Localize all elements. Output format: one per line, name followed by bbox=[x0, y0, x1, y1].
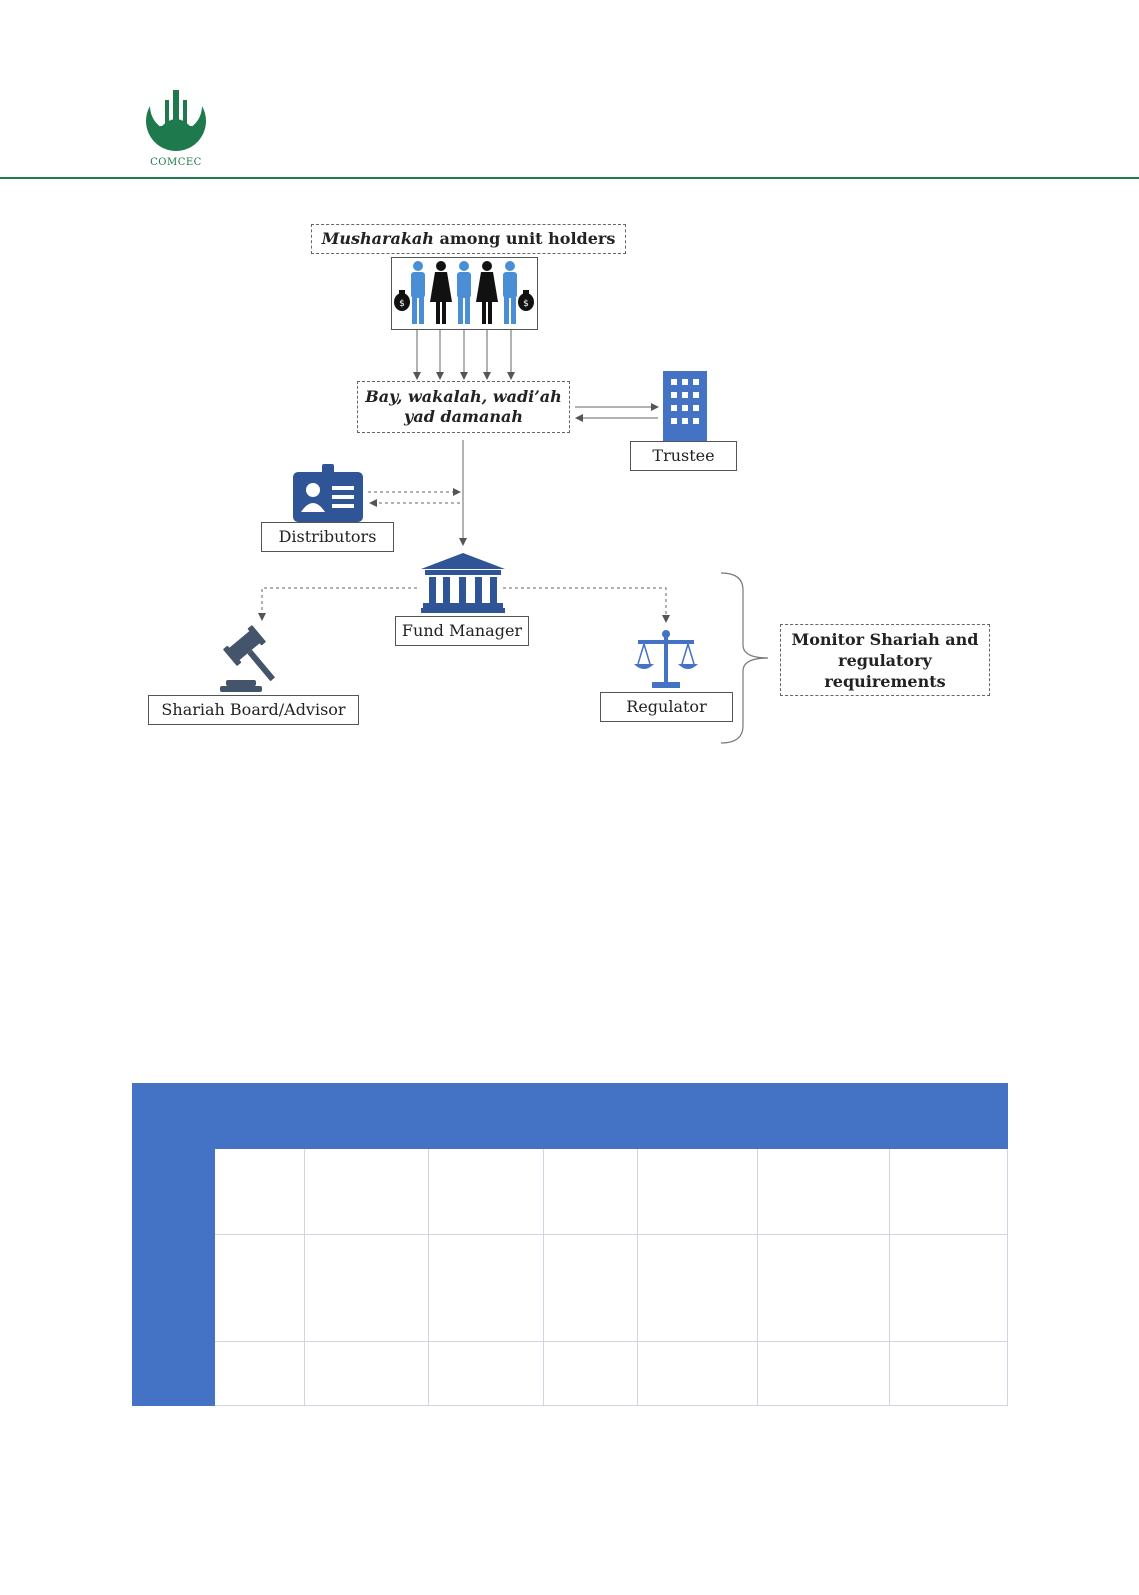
regulator-label: Regulator bbox=[600, 692, 733, 722]
table-cell bbox=[428, 1235, 543, 1342]
table-cell bbox=[304, 1342, 428, 1406]
table-cell bbox=[214, 1149, 304, 1235]
data-table bbox=[132, 1083, 1008, 1406]
table-cell bbox=[638, 1149, 758, 1235]
table-cell bbox=[304, 1149, 428, 1235]
table-cell bbox=[304, 1235, 428, 1342]
table-header-cell bbox=[543, 1084, 638, 1149]
table-header-cell bbox=[758, 1084, 890, 1149]
distributors-label: Distributors bbox=[261, 522, 394, 552]
monitor-line-2: regulatory bbox=[838, 651, 932, 670]
table-cell bbox=[890, 1342, 1008, 1406]
table-row-header bbox=[133, 1149, 215, 1235]
contract-types-box bbox=[357, 381, 570, 433]
bank-icon bbox=[421, 553, 505, 613]
fund-manager-label: Fund Manager bbox=[395, 616, 529, 646]
table-header-cell bbox=[133, 1084, 215, 1149]
table-cell bbox=[214, 1235, 304, 1342]
table-row-header bbox=[133, 1235, 215, 1342]
table-cell bbox=[638, 1235, 758, 1342]
monitor-line-1: Monitor Shariah and bbox=[791, 630, 979, 649]
table-cell bbox=[758, 1149, 890, 1235]
trustee-label: Trustee bbox=[630, 441, 737, 471]
logo-text: COMCEC bbox=[150, 157, 202, 168]
contract-line-1: Bay, wakalah, wadi’ah bbox=[365, 387, 562, 406]
gavel-icon bbox=[220, 625, 290, 693]
table-cell bbox=[214, 1342, 304, 1406]
table-header-cell bbox=[428, 1084, 543, 1149]
monitor-line-3: requirements bbox=[824, 672, 946, 691]
table-cell bbox=[543, 1342, 638, 1406]
svg-text:$: $ bbox=[399, 299, 405, 309]
table-cell bbox=[890, 1235, 1008, 1342]
table-cell bbox=[428, 1149, 543, 1235]
table-row bbox=[133, 1235, 1008, 1342]
table-row-header bbox=[133, 1342, 215, 1406]
table-header-cell bbox=[638, 1084, 758, 1149]
table-cell bbox=[758, 1342, 890, 1406]
scales-icon bbox=[634, 630, 698, 690]
table-cell bbox=[543, 1149, 638, 1235]
table-cell bbox=[428, 1342, 543, 1406]
shariah-board-label: Shariah Board/Advisor bbox=[148, 695, 359, 725]
contract-line-2: yad damanah bbox=[404, 407, 523, 426]
svg-text:$: $ bbox=[523, 299, 529, 309]
building-icon bbox=[661, 371, 709, 443]
table-cell bbox=[758, 1235, 890, 1342]
unit-holders-label bbox=[311, 224, 626, 254]
table-cell bbox=[890, 1149, 1008, 1235]
table-row bbox=[133, 1149, 1008, 1235]
id-card-icon bbox=[293, 464, 363, 522]
table-header-cell bbox=[304, 1084, 428, 1149]
unit-holders-people-icon bbox=[391, 257, 538, 330]
table-header-cell bbox=[214, 1084, 304, 1149]
monitor-requirements-box bbox=[780, 624, 990, 696]
unit-holders-suffix: among unit holders bbox=[433, 229, 616, 248]
table-row bbox=[133, 1342, 1008, 1406]
table-cell bbox=[638, 1342, 758, 1406]
table-header-row bbox=[133, 1084, 1008, 1149]
unit-holders-prefix: Musharakah bbox=[321, 229, 434, 248]
table-cell bbox=[543, 1235, 638, 1342]
table-header-cell bbox=[890, 1084, 1008, 1149]
